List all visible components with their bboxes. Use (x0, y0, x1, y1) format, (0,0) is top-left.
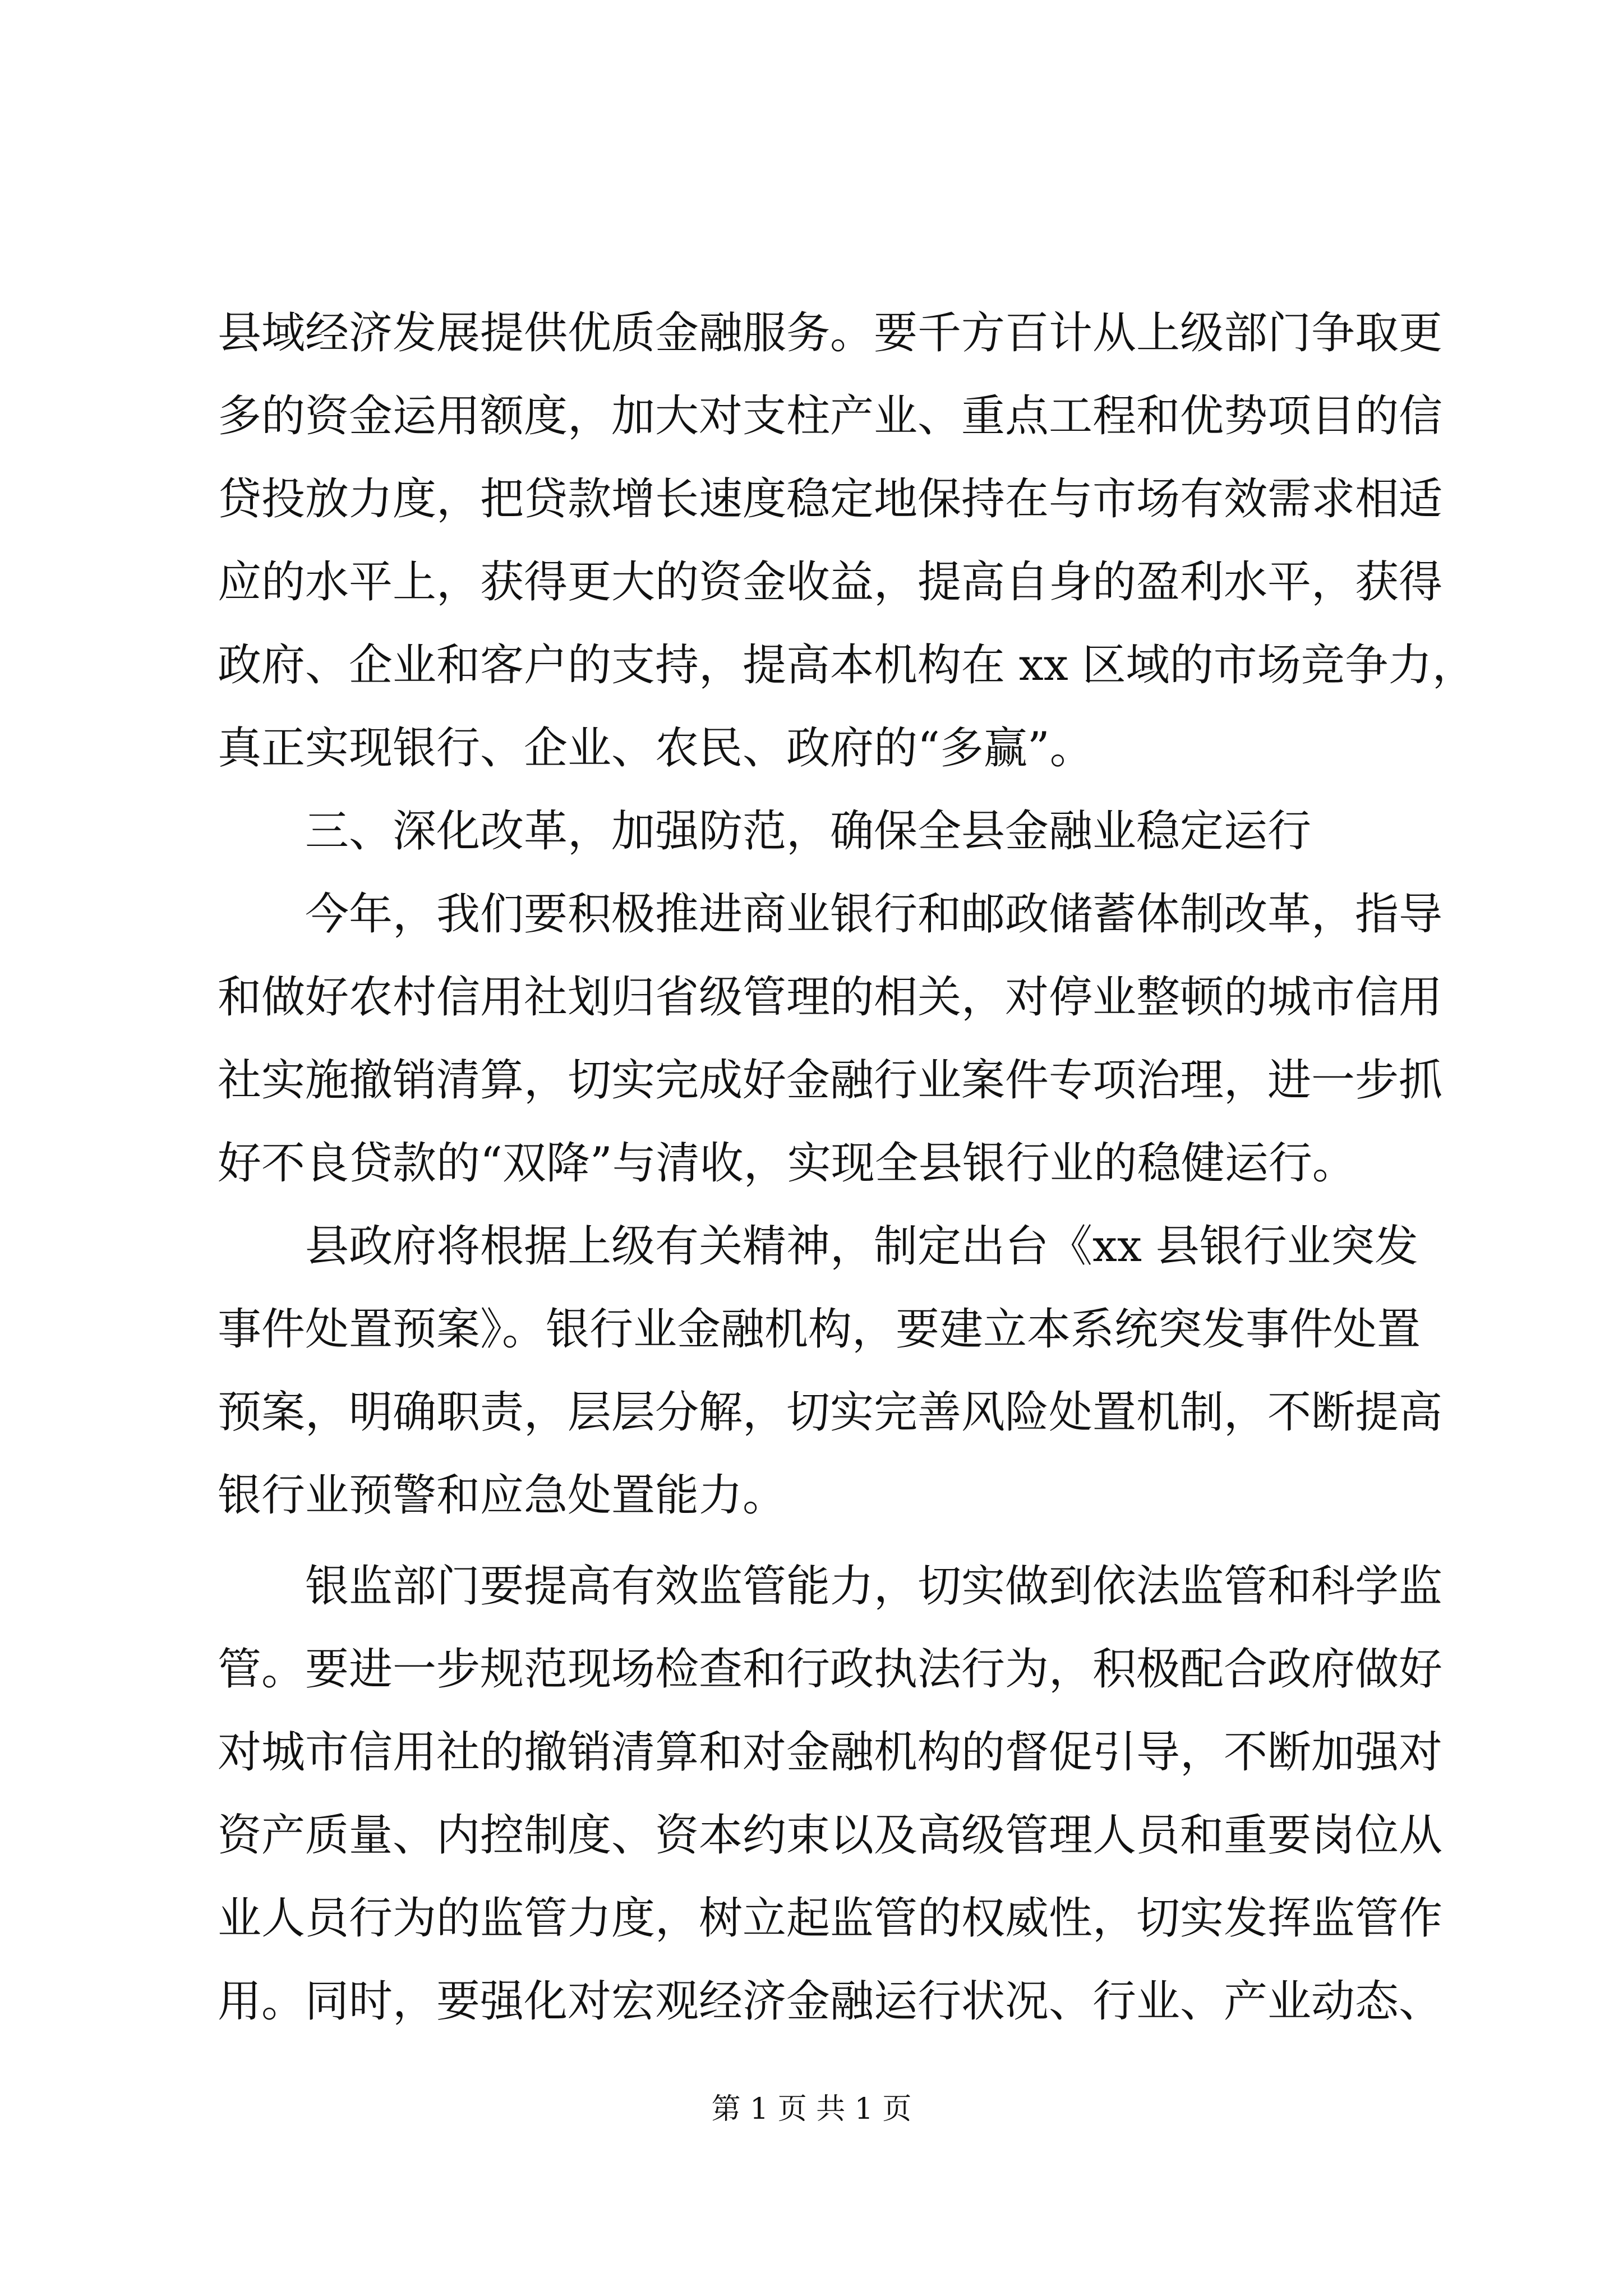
text-line: 事件处置预案》。银行业金融机构，要建立本系统突发事件处置 (218, 1304, 1421, 1355)
document-body (218, 292, 1476, 2043)
text-line: 用。同时，要强化对宏观经济金融运行状况、行业、产业动态、 (218, 1976, 1443, 2027)
text-line: 业人员行为的监管力度，树立起监管的权威性，切实发挥监管作 (218, 1893, 1443, 1944)
text-line: 和做好农村信用社划归省级管理的相关，对停业整顿的城市信用 (218, 972, 1443, 1023)
paragraph-gap (218, 1537, 1405, 1545)
text-line: 县域经济发展提供优质金融服务。要千方百计从上级部门争取更 (218, 308, 1443, 358)
text-line: 应的水平上，获得更大的资金收益，提高自身的盈利水平，获得 (218, 557, 1443, 608)
page-footer: 第 1 页 共 1 页 (711, 2092, 912, 2126)
text-line: 银行业预警和应急处置能力。 (218, 1470, 787, 1521)
text-line: 预案，明确职责，层层分解，切实完善风险处置机制，不断提高 (218, 1387, 1443, 1438)
text-line: 多的资金运用额度，加大对支柱产业、重点工程和优势项目的信 (218, 391, 1443, 441)
text-line: 好不良贷款的“双降”与清收，实现全县银行业的稳健运行。 (218, 1138, 1356, 1189)
text-line: 对城市信用社的撤销清算和对金融机构的督促引导，不断加强对 (218, 1727, 1443, 1778)
text-line: 管。要进一步规范现场检查和行政执法行为，积极配合政府做好 (218, 1644, 1443, 1695)
text-line: 社实施撤销清算，切实完成好金融行业案件专项治理，进一步抓 (218, 1055, 1443, 1106)
text-line: 银监部门要提高有效监管能力，切实做到依法监管和科学监 (305, 1561, 1443, 1612)
text-line: 资产质量、内控制度、资本约束以及高级管理人员和重要岗位从 (218, 1810, 1443, 1861)
text-line: 今年，我们要积极推进商业银行和邮政储蓄体制改革，指导 (305, 889, 1443, 940)
text-line: 县政府将根据上级有关精神，制定出台《xx 县银行业突发 (305, 1221, 1418, 1272)
text-line: 真正实现银行、企业、农民、政府的“多赢”。 (218, 723, 1094, 774)
text-line: 贷投放力度，把贷款增长速度稳定地保持在与市场有效需求相适 (218, 474, 1443, 524)
section-heading: 三、深化改革，加强防范，确保全县金融业稳定运行 (305, 806, 1312, 857)
text-line: 政府、企业和客户的支持，提高本机构在 xx 区域的市场竞争力， (218, 640, 1476, 691)
